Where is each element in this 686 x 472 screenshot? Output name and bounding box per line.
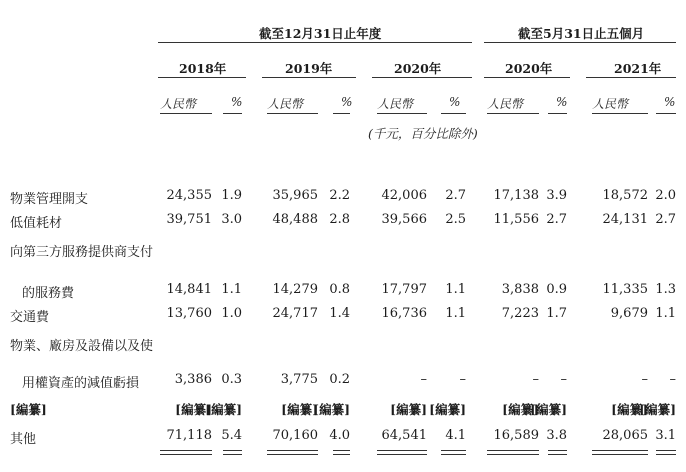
cell-percent: 1.1: [445, 282, 466, 297]
unit-amount-header: 人民幣: [160, 97, 197, 111]
total-double-rule: [333, 454, 350, 455]
unit-percent-header: %: [341, 95, 353, 109]
unit-amount-rule: [377, 113, 427, 114]
row-label: [編纂]: [10, 402, 47, 417]
cell-percent: 2.7: [546, 212, 567, 227]
cell-percent: 1.4: [329, 306, 350, 321]
cell-percent: –: [669, 372, 676, 387]
total-double-rule: [223, 450, 242, 451]
cell-amount: 24,131: [602, 212, 648, 227]
cell-percent: [編纂]: [429, 402, 466, 417]
cell-amount: 28,065: [602, 428, 648, 443]
year-rule-2020-five-months: [484, 77, 570, 78]
cell-percent: 2.8: [329, 212, 350, 227]
unit-percent-rule: [223, 113, 242, 114]
cell-percent: 0.9: [546, 282, 567, 297]
total-double-rule: [592, 450, 648, 451]
cell-amount: 13,760: [166, 306, 212, 321]
total-double-rule: [267, 454, 318, 455]
year-rule-2018: [158, 77, 246, 78]
total-double-rule: [377, 454, 427, 455]
cell-amount: 42,006: [381, 188, 427, 203]
total-double-rule: [441, 454, 466, 455]
cell-percent: 0.8: [329, 282, 350, 297]
total-double-rule: [333, 450, 350, 451]
cell-percent: –: [560, 372, 567, 387]
cell-amount: 3,386: [174, 372, 212, 387]
year-rule-2021: [586, 77, 676, 78]
cell-amount: 70,160: [272, 428, 318, 443]
unit-percent-rule: [656, 113, 676, 114]
cell-amount: [編纂]: [611, 402, 648, 417]
cell-percent: –: [459, 372, 466, 387]
total-double-rule: [548, 454, 567, 455]
cell-amount: –: [641, 372, 648, 387]
cell-amount: [編纂]: [502, 402, 539, 417]
cell-percent: 5.4: [221, 428, 242, 443]
cell-percent: 3.9: [546, 188, 567, 203]
cell-percent: 2.2: [329, 188, 350, 203]
unit-amount-header: 人民幣: [377, 97, 414, 111]
cell-percent: 4.1: [445, 428, 466, 443]
cell-amount: –: [420, 372, 427, 387]
row-label: 的服務費: [22, 286, 75, 301]
cell-percent: 1.1: [221, 282, 242, 297]
cell-percent: 1.1: [445, 306, 466, 321]
cell-amount: 17,797: [381, 282, 427, 297]
cell-amount: 71,118: [166, 428, 212, 443]
unit-percent-rule: [441, 113, 466, 114]
cell-amount: [編纂]: [281, 402, 318, 417]
cell-percent: 1.1: [655, 306, 676, 321]
year-header-2018: 2018年: [179, 61, 227, 76]
row-label: 其他: [10, 432, 37, 447]
unit-amount-header: 人民幣: [592, 97, 629, 111]
year-header-2021: 2021年: [614, 61, 662, 76]
group-header-five-months-rule: [484, 42, 676, 43]
row-label: 交通費: [10, 310, 50, 325]
row-label: 向第三方服務提供商支付: [10, 245, 154, 260]
row-label: 用權資產的減值虧損: [22, 376, 140, 391]
cell-amount: –: [532, 372, 539, 387]
cell-amount: 9,679: [610, 306, 648, 321]
cell-percent: 0.3: [221, 372, 242, 387]
unit-amount-rule: [487, 113, 539, 114]
cell-percent: 2.7: [445, 188, 466, 203]
cell-amount: 14,279: [272, 282, 318, 297]
unit-amount-rule: [592, 113, 648, 114]
group-header-five-months: 截至5月31日止五個月: [518, 26, 645, 41]
cell-amount: 24,355: [166, 188, 212, 203]
unit-amount-rule: [267, 113, 318, 114]
cell-percent: 3.1: [655, 428, 676, 443]
cell-amount: 3,838: [501, 282, 539, 297]
total-double-rule: [487, 450, 539, 451]
cell-amount: 64,541: [381, 428, 427, 443]
cell-amount: 3,775: [280, 372, 318, 387]
total-double-rule: [377, 450, 427, 451]
row-label: 物業管理開支: [10, 192, 89, 207]
year-header-2020: 2020年: [394, 61, 442, 76]
cell-amount: 14,841: [166, 282, 212, 297]
row-label: 物業、廠房及設備以及使: [10, 339, 154, 354]
cell-amount: 48,488: [272, 212, 318, 227]
total-double-rule: [592, 454, 648, 455]
cell-percent: 2.7: [655, 212, 676, 227]
cell-percent: [編纂]: [639, 402, 676, 417]
unit-percent-header: %: [556, 95, 568, 109]
cell-percent: 1.3: [655, 282, 676, 297]
total-double-rule: [656, 450, 676, 451]
year-rule-2020: [372, 77, 472, 78]
cell-amount: 11,335: [602, 282, 648, 297]
total-double-rule: [548, 450, 567, 451]
cell-percent: [編纂]: [205, 402, 242, 417]
unit-percent-header: %: [231, 95, 243, 109]
unit-percent-rule: [333, 113, 350, 114]
cell-amount: 16,736: [381, 306, 427, 321]
total-double-rule: [160, 454, 212, 455]
total-double-rule: [656, 454, 676, 455]
total-double-rule: [441, 450, 466, 451]
cell-amount: [編纂]: [390, 402, 427, 417]
group-header-full-year-rule: [158, 42, 472, 43]
cell-percent: 3.0: [221, 212, 242, 227]
cell-amount: 35,965: [272, 188, 318, 203]
row-label: 低值耗材: [10, 216, 63, 231]
year-rule-2019: [262, 77, 356, 78]
total-double-rule: [223, 454, 242, 455]
cell-percent: 4.0: [329, 428, 350, 443]
cell-amount: 39,566: [381, 212, 427, 227]
cell-percent: 2.0: [655, 188, 676, 203]
unit-amount-rule: [160, 113, 212, 114]
year-header-2019: 2019年: [285, 61, 333, 76]
cell-percent: 1.7: [546, 306, 567, 321]
unit-percent-header: %: [449, 95, 461, 109]
cell-amount: 11,556: [493, 212, 539, 227]
total-double-rule: [267, 450, 318, 451]
cell-amount: 17,138: [493, 188, 539, 203]
cell-percent: 1.9: [221, 188, 242, 203]
cell-percent: 0.2: [329, 372, 350, 387]
total-double-rule: [487, 454, 539, 455]
unit-amount-header: 人民幣: [487, 97, 524, 111]
cell-percent: [編纂]: [313, 402, 350, 417]
cell-amount: 24,717: [272, 306, 318, 321]
cell-amount: 16,589: [493, 428, 539, 443]
cell-percent: 2.5: [445, 212, 466, 227]
cell-amount: 18,572: [602, 188, 648, 203]
unit-percent-header: %: [664, 95, 676, 109]
total-double-rule: [160, 450, 212, 451]
unit-note: (千元，百分比除外): [368, 126, 478, 141]
cell-amount: [編纂]: [175, 402, 212, 417]
cell-amount: 7,223: [501, 306, 539, 321]
year-header-2020-five-months: 2020年: [505, 61, 553, 76]
cell-percent: [編纂]: [530, 402, 567, 417]
unit-percent-rule: [548, 113, 567, 114]
unit-amount-header: 人民幣: [267, 97, 304, 111]
cell-amount: 39,751: [166, 212, 212, 227]
cell-percent: 1.0: [221, 306, 242, 321]
cell-percent: 3.8: [546, 428, 567, 443]
group-header-full-year: 截至12月31日止年度: [259, 26, 382, 41]
